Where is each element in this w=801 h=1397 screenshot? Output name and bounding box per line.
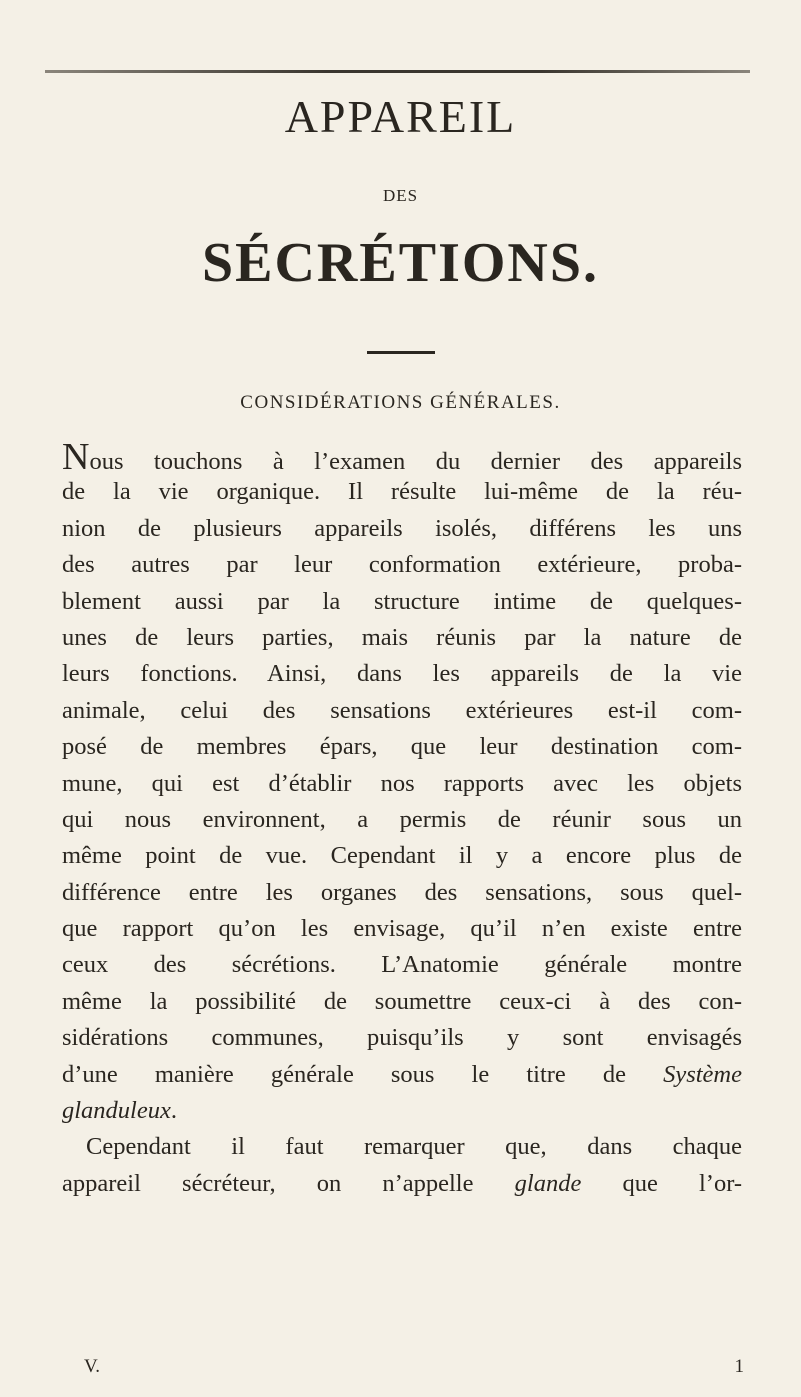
- text-span: appareil sécréteur, on n’appelle: [62, 1169, 474, 1197]
- folio-number: 1: [734, 1356, 744, 1377]
- text-line: même la possibilité de soumettre ceux-ci à des con-: [62, 987, 742, 1015]
- italic-term: glande: [514, 1169, 582, 1197]
- text-line: même point de vue. Cependant il y a encore plus de: [62, 842, 742, 870]
- drop-cap: N: [62, 436, 90, 478]
- section-divider: [367, 351, 435, 354]
- text-span: ous touchons à l’examen du dernier des appareils: [89, 448, 742, 475]
- punctuation: .: [170, 1097, 177, 1125]
- text-line: Cependant il faut remarquer que, dans chaque: [86, 1133, 742, 1161]
- text-line: mune, qui est d’établir nos rapports avec les objets: [62, 769, 742, 797]
- text-line: de la vie organique. Il résulte lui-même de la réu-: [62, 478, 742, 506]
- text-line: qui nous environnent, a permis de réunir sous un: [62, 805, 742, 833]
- body-text: [62, 438, 742, 1202]
- chapter-title: APPAREIL: [284, 91, 517, 142]
- text-line: sidérations communes, puisqu’ils y sont envisagés: [62, 1024, 742, 1052]
- text-line: différence entre les organes des sensations, sous quel-: [62, 878, 742, 906]
- page-footer: [84, 1356, 744, 1382]
- text-line: des autres par leur conformation extérieure, proba-: [62, 551, 742, 579]
- text-line: leurs fonctions. Ainsi, dans les appareils de la vie: [62, 660, 742, 688]
- text-line: animale, celui des sensations extérieures est-il com-: [62, 696, 742, 724]
- text-line: [62, 1166, 742, 1202]
- signature-mark: V.: [84, 1356, 101, 1377]
- text-line: [62, 1057, 742, 1093]
- section-heading: CONSIDÉRATIONS GÉNÉRALES.: [240, 392, 561, 413]
- text-line: [62, 1093, 742, 1129]
- text-line: posé de membres épars, que leur destination com-: [62, 733, 742, 761]
- text-line: ceux des sécrétions. L’Anatomie générale montre: [62, 951, 742, 979]
- text-span: que l’or-: [622, 1169, 743, 1197]
- text-line: unes de leurs parties, mais réunis par la nature de: [62, 623, 742, 651]
- italic-term: Système: [663, 1060, 743, 1088]
- text-line: nion de plusieurs appareils isolés, différens les uns: [62, 514, 742, 542]
- chapter-title-connector: DES: [382, 186, 419, 205]
- italic-term: glanduleux: [62, 1097, 171, 1125]
- text-line: blement aussi par la structure intime de quelques-: [62, 587, 742, 615]
- text-line: que rapport qu’on les envisage, qu’il n’en existe entre: [62, 915, 742, 943]
- text-line: [62, 436, 742, 478]
- text-span: d’une manière générale sous le titre de: [62, 1060, 626, 1088]
- top-rule: [45, 70, 750, 73]
- chapter-title-subject: SÉCRÉTIONS.: [201, 232, 600, 294]
